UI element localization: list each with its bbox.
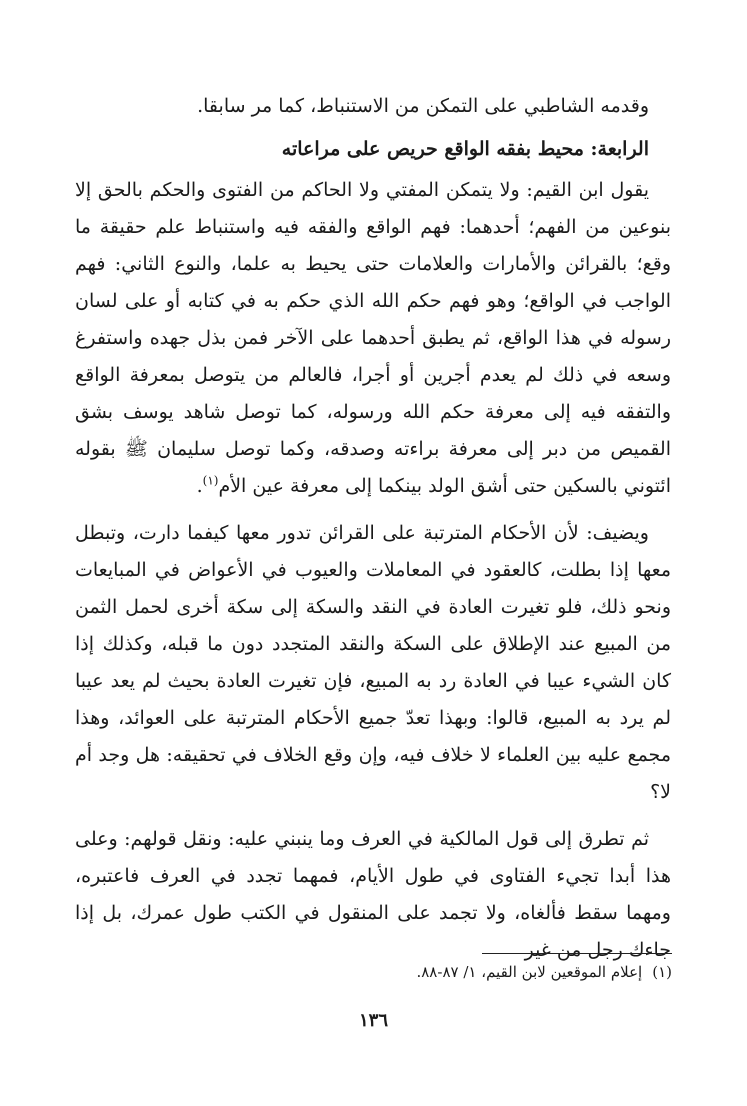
footnote-ref[interactable]: (١) [202,473,219,488]
footnote [76,960,672,984]
intro-line: وقدمه الشاطبي على التمكن من الاستنباط، كما مر سابقا. [197,95,649,117]
paragraph-2: ويضيف: لأن الأحكام المترتبة على القرائن تدور معها كيفما دارت، وتبطل معها إذا بطلت، كالعقود في المعاملات والعيوب في الأعواض في المبايعات ونحو ذلك، فلو تغيرت العادة في النقد والسكة إلى سكة أخرى لحمل الثمن من المبيع عند الإطلاق على السكة والنقد المتجدد دون ما قبله، وكذلك إذا كان الشيء عيبا في العادة رد به المبيع، فإن تغيرت العادة بحيث لم يعد عيبا لم يرد به المبيع، قالوا: وبهذا تعدّ جميع الأحكام المترتبة على العوائد، وهذا مجمع عليه بين العلماء لا خلاف فيه، وإن وقع الخلاف في تحقيقه: هل وجد أم لا؟ [75,522,672,803]
paragraph-1-text: يقول ابن القيم: ولا يتمكن المفتي ولا الحاكم من الفتوى والحكم بالحق إلا بنوعين من الفهم؛ أحدهما: فهم الواقع والفقه فيه واستنباط علم حقيقة ما وقع؛ بالقرائن والأمارات والعلامات حتى يحيط به علما، والنوع الثاني: فهم الواجب في الواقع؛ وهو فهم حكم الله الذي حكم به في كتابه أو على لسان رسوله في هذا الواقع، ثم يطبق أحدهما على الآخر فمن بذل جهده واستفرغ وسعه في ذلك لم يعدم أجرين أو أجرا، فالعالم من يتوصل بمعرفة الواقع والتفقه فيه إلى معرفة حكم الله ورسوله، كما توصل شاهد يوسف بشق القميص من دبر إلى معرفة براءته وصدقه، وكما توصل سليمان ﷺ بقوله ائتوني بالسكين حتى أشق الولد بينكما إلى معرفة عين الأم [75,179,671,497]
footnote-divider [482,953,672,954]
footnote-number: (١) [652,963,672,981]
paragraph-1-end: . [196,475,203,497]
paragraph-1 [75,172,671,505]
footnote-text: إعلام الموقعين لابن القيم، ١/ ٨٧-٨٨. [416,963,643,981]
page-body [75,88,671,969]
paragraph-3: ثم تطرق إلى قول المالكية في العرف وما ينبني عليه: ونقل قولهم: وعلى هذا أبدا تجيء الفتاوى في طول الأيام، فمهما تجدد في العرف فاعتبره، ومهما سقط فألغاه، ولا تجمد على المنقول في الكتب طول عمرك، بل إذا جاءك رجل من غير [75,828,671,961]
section-heading: الرابعة: محيط بفقه الواقع حريص على مراعاته [281,138,649,160]
page-number: ١٣٦ [358,1010,388,1031]
